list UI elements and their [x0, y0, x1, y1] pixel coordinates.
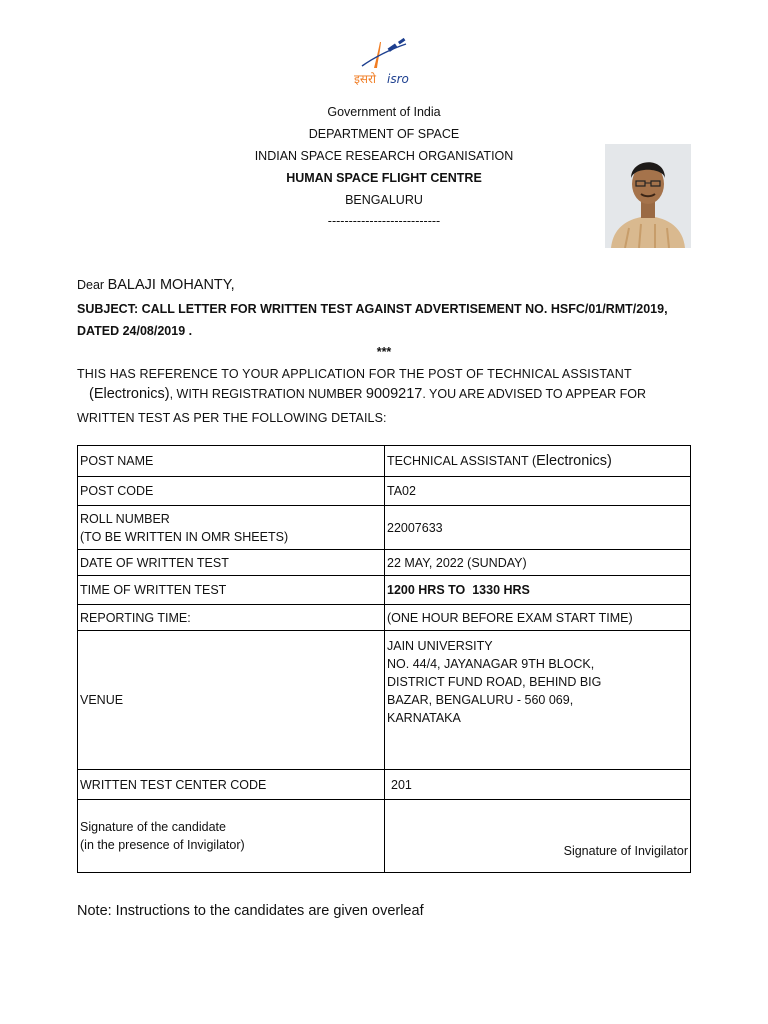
header-government: Government of India [327, 105, 441, 119]
post-name-label: POST NAME [78, 446, 385, 477]
invigilator-signature-label: Signature of Invigilator [385, 800, 691, 873]
header-organisation: INDIAN SPACE RESEARCH ORGANISATION [254, 149, 514, 163]
separator-stars: *** [376, 345, 392, 359]
post-code-value: TA02 [385, 477, 691, 506]
roll-number-label-2: (TO BE WRITTEN IN OMR SHEETS) [80, 529, 289, 544]
reporting-value: (ONE HOUR BEFORE EXAM START TIME) [385, 605, 691, 631]
table-row-reporting [78, 605, 691, 631]
post-code-label: POST CODE [78, 477, 385, 506]
body-registration-text: , WITH REGISTRATION NUMBER [169, 387, 366, 401]
header-city: BENGALURU [345, 193, 423, 207]
logo-satellite [388, 43, 398, 51]
candidate-name: BALAJI MOHANTY, [107, 277, 235, 293]
body-line-1: THIS HAS REFERENCE TO YOUR APPLICATION FOR THE POST OF TECHNICAL ASSISTANT [77, 367, 632, 381]
roll-number-label [78, 506, 385, 550]
header-centre: HUMAN SPACE FLIGHT CENTRE [286, 171, 482, 185]
table-row-post-name [78, 446, 691, 477]
center-code-value: 201 [385, 770, 691, 800]
header-separator: --------------------------- [327, 214, 441, 228]
body-discipline: (Electronics) [89, 386, 170, 402]
time-value: 1200 HRS TO 1330 HRS [385, 576, 691, 605]
exam-details-table [77, 445, 691, 873]
logo-orbit [362, 44, 406, 66]
body-line-2 [89, 387, 646, 402]
post-name-value [385, 446, 691, 477]
instructions-note: Note: Instructions to the candidates are given overleaf [77, 903, 424, 919]
venue-value: JAIN UNIVERSITY NO. 44/4, JAYANAGAR 9TH BLOCK, DISTRICT FUND ROAD, BEHIND BIG BAZAR, BENGALURU - 560 069, KARNATAKA [385, 631, 691, 770]
date-label: DATE OF WRITTEN TEST [78, 550, 385, 576]
salutation-dear: Dear [77, 278, 105, 292]
venue-label: VENUE [78, 631, 385, 770]
body-line-3: WRITTEN TEST AS PER THE FOLLOWING DETAILS: [77, 411, 387, 425]
subject-line-1: SUBJECT: CALL LETTER FOR WRITTEN TEST AGAINST ADVERTISEMENT NO. HSFC/01/RMT/2019, [77, 302, 668, 316]
salutation [77, 278, 235, 293]
center-code-label: WRITTEN TEST CENTER CODE [78, 770, 385, 800]
header-department: DEPARTMENT OF SPACE [308, 127, 460, 141]
logo-hindi-text: इसरो [354, 72, 377, 86]
date-value: 22 MAY, 2022 (SUNDAY) [385, 550, 691, 576]
isro-logo-graphic [352, 36, 418, 88]
roll-number-value: 22007633 [385, 506, 691, 550]
table-row-post-code [78, 477, 691, 506]
table-row-date [78, 550, 691, 576]
isro-logo [352, 36, 418, 88]
table-row-venue [78, 631, 691, 770]
time-label: TIME OF WRITTEN TEST [78, 576, 385, 605]
table-row-roll-number [78, 506, 691, 550]
subject-line-2: DATED 24/08/2019 . [77, 324, 193, 338]
post-name-value-b: Electronics) [536, 453, 612, 469]
table-row-center-code [78, 770, 691, 800]
table-row-signature [78, 800, 691, 873]
candidate-photo [605, 144, 691, 248]
table-row-time [78, 576, 691, 605]
logo-satellite-panel [398, 38, 405, 44]
candidate-signature-label: Signature of the candidate (in the presence of Invigilator) [78, 800, 385, 873]
registration-number: 9009217 [365, 386, 423, 402]
roll-number-label-1: ROLL NUMBER [80, 511, 170, 526]
reporting-label: REPORTING TIME: [78, 605, 385, 631]
post-name-value-a: TECHNICAL ASSISTANT ( [387, 454, 537, 468]
logo-latin-text: isro [387, 72, 409, 86]
body-advise-text: . YOU ARE ADVISED TO APPEAR FOR [422, 387, 647, 401]
